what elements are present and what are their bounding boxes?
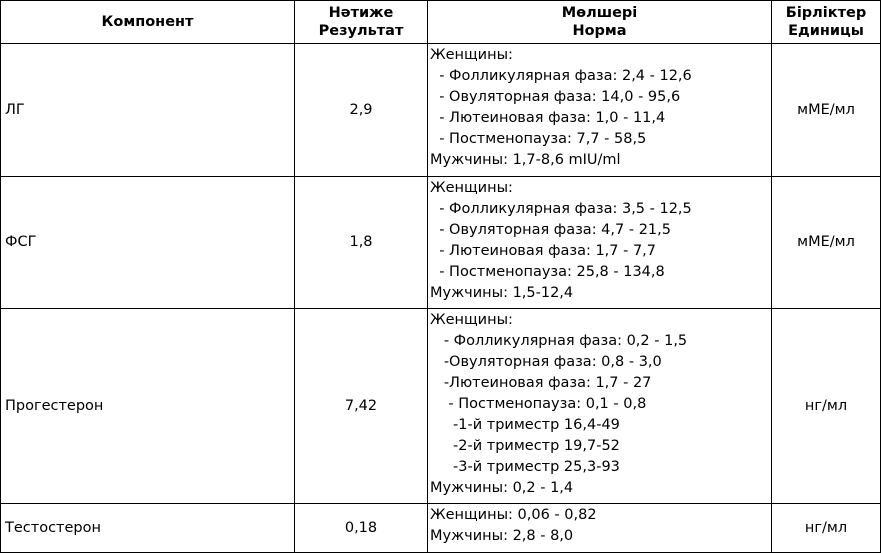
result-value: 2,9 <box>295 44 428 177</box>
norm-line: - Постменопауза: 7,7 - 58,5 <box>430 131 647 147</box>
units-value: нг/мл <box>772 309 881 504</box>
norm-line: - Лютеиновая фаза: 1,7 - 7,7 <box>430 243 657 259</box>
result-value: 7,42 <box>295 309 428 504</box>
norm-line: Мужчины: 1,5-12,4 <box>430 285 574 301</box>
header-norm-kz: Мөлшері <box>561 5 638 21</box>
component-name: ЛГ <box>1 44 295 177</box>
header-result-ru: Результат <box>318 23 404 39</box>
header-norm-ru: Норма <box>572 23 627 39</box>
norm-line: Мужчины: 1,7-8,6 mIU/ml <box>430 152 621 168</box>
header-component <box>1 1 295 44</box>
norm-line: - Фолликулярная фаза: 3,5 - 12,5 <box>430 201 692 217</box>
component-name: Тестостерон <box>1 504 295 553</box>
norm-line: -Лютеиновая фаза: 1,7 - 27 <box>430 375 652 391</box>
header-component-label: Компонент <box>101 14 194 30</box>
header-units-kz: Бірліктер <box>785 5 867 21</box>
norm-line: - Постменопауза: 25,8 - 134,8 <box>430 264 665 280</box>
units-value: мМЕ/мл <box>772 44 881 177</box>
norm-line: Мужчины: 0,2 - 1,4 <box>430 480 574 496</box>
component-name: ФСГ <box>1 177 295 309</box>
norm-line: Женщины: 0,06 - 0,82 <box>430 507 597 523</box>
header-units-ru: Единицы <box>788 23 864 39</box>
norm-line: Женщины: <box>430 47 513 63</box>
header-result <box>295 1 428 44</box>
header-norm <box>428 1 772 44</box>
norm-cell <box>428 177 772 309</box>
norm-cell <box>428 44 772 177</box>
norm-line: Мужчины: 2,8 - 8,0 <box>430 528 574 544</box>
result-value: 0,18 <box>295 504 428 553</box>
table-row <box>1 504 881 553</box>
header-result-kz: Нәтиже <box>328 5 394 21</box>
norm-line: - Лютеиновая фаза: 1,0 - 11,4 <box>430 110 666 126</box>
norm-cell <box>428 309 772 504</box>
units-value: мМЕ/мл <box>772 177 881 309</box>
component-name: Прогестерон <box>1 309 295 504</box>
norm-line: Женщины: <box>430 312 513 328</box>
table-row <box>1 177 881 309</box>
norm-line: Женщины: <box>430 180 513 196</box>
header-row <box>1 1 881 44</box>
header-units <box>772 1 881 44</box>
norm-line: -Овуляторная фаза: 0,8 - 3,0 <box>430 354 662 370</box>
norm-line: - Овуляторная фаза: 4,7 - 21,5 <box>430 222 671 238</box>
norm-line: - Фолликулярная фаза: 2,4 - 12,6 <box>430 68 692 84</box>
norm-line: -1-й триместр 16,4-49 <box>430 417 620 433</box>
norm-line: - Фолликулярная фаза: 0,2 - 1,5 <box>430 333 688 349</box>
norm-line: -2-й триместр 19,7-52 <box>430 438 620 454</box>
units-value: нг/мл <box>772 504 881 553</box>
norm-line: - Постменопауза: 0,1 - 0,8 <box>430 396 647 412</box>
result-value: 1,8 <box>295 177 428 309</box>
norm-cell <box>428 504 772 553</box>
norm-line: - Овуляторная фаза: 14,0 - 95,6 <box>430 89 681 105</box>
table-row <box>1 309 881 504</box>
norm-line: -3-й триместр 25,3-93 <box>430 459 620 475</box>
table-row <box>1 44 881 177</box>
